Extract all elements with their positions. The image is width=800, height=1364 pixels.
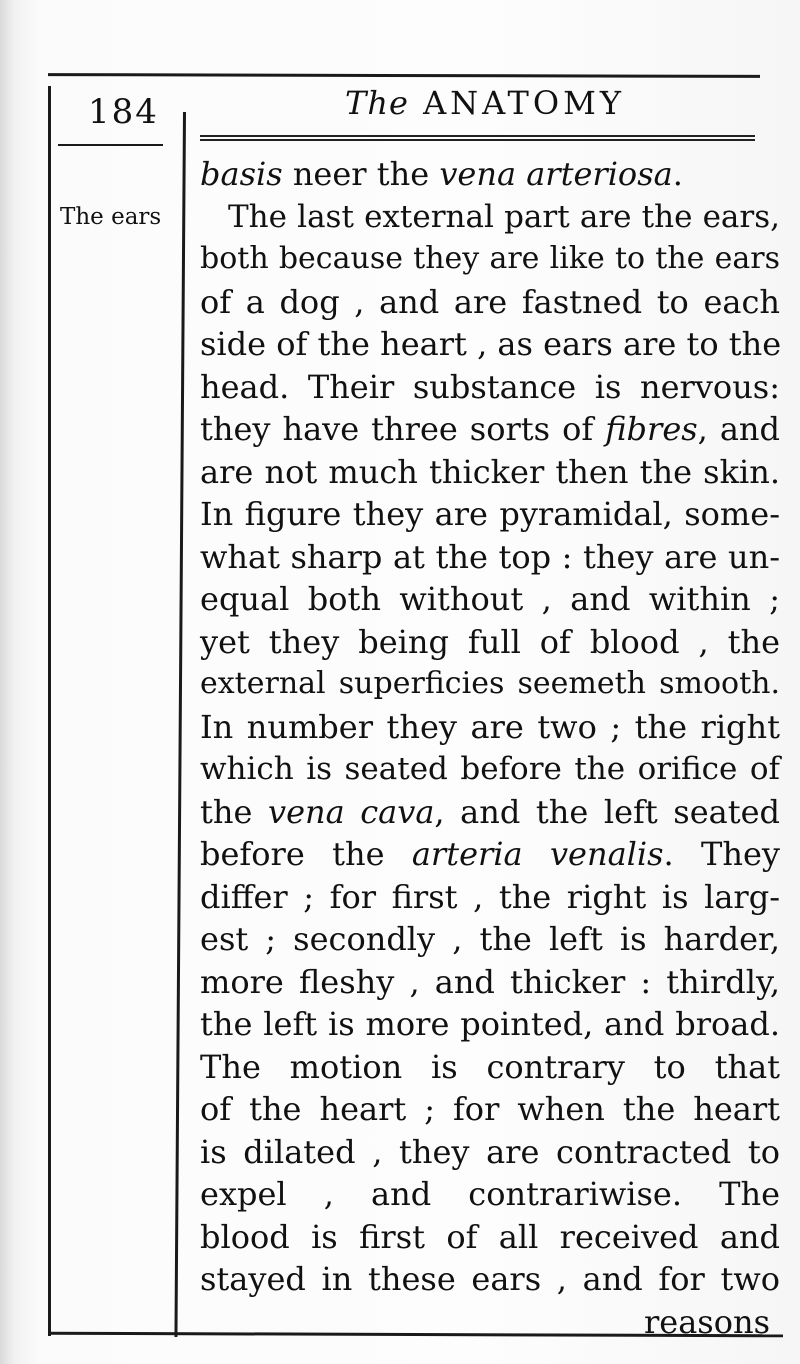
text-segment: both because they are like to the ears bbox=[200, 241, 780, 276]
text-segment: . They bbox=[663, 835, 780, 873]
text-line bbox=[200, 196, 780, 239]
text-italic: vena cava bbox=[267, 792, 435, 831]
text-line bbox=[200, 918, 780, 961]
text-italic: basis bbox=[200, 155, 283, 193]
text-segment: of the heart ; for when the heart bbox=[200, 1090, 780, 1128]
running-head-the: The bbox=[345, 84, 409, 122]
text-line bbox=[200, 1046, 780, 1089]
text-line bbox=[200, 578, 780, 621]
text-line bbox=[200, 281, 780, 324]
text-segment: est ; secondly , the left is harder, bbox=[200, 920, 780, 958]
page-number: 184 bbox=[88, 92, 159, 132]
text-segment: stayed in these ears , and for two bbox=[200, 1260, 780, 1298]
text-line bbox=[200, 621, 780, 664]
text-line bbox=[200, 536, 780, 579]
text-italic: arteria venalis bbox=[411, 835, 664, 873]
text-italic: fibres bbox=[605, 410, 698, 448]
body-text bbox=[200, 153, 780, 1343]
text-segment: The motion is contrary to that bbox=[200, 1047, 780, 1086]
text-line bbox=[200, 663, 780, 706]
text-line bbox=[200, 961, 780, 1004]
top-rule bbox=[48, 73, 760, 78]
text-segment: side of the heart , as ears are to the bbox=[200, 325, 782, 363]
text-segment: of a dog , and are fastned to each bbox=[200, 282, 780, 321]
text-segment: head. Their substance is nervous: bbox=[200, 367, 780, 406]
text-segment: , and the left seated bbox=[434, 792, 781, 831]
text-segment: they have three sorts of bbox=[200, 410, 606, 448]
text-segment: neer the bbox=[282, 155, 440, 193]
text-line bbox=[200, 1173, 780, 1216]
column-divider bbox=[174, 112, 186, 1337]
text-segment: what sharp at the top : they are un- bbox=[200, 537, 780, 576]
text-line bbox=[200, 1131, 780, 1174]
text-segment: blood is first of all received and bbox=[200, 1217, 780, 1256]
catchword-text: reasons bbox=[643, 1302, 770, 1341]
text-segment: external superficies seemeth smooth. bbox=[200, 666, 780, 701]
text-segment: In number they are two ; the right bbox=[200, 707, 780, 746]
text-line bbox=[200, 1088, 780, 1131]
catchword bbox=[200, 1301, 780, 1344]
text-line bbox=[200, 451, 780, 494]
text-segment: differ ; for first , the right is larg- bbox=[200, 877, 780, 916]
text-segment: The last external part are the ears, bbox=[228, 198, 780, 235]
running-head bbox=[345, 84, 625, 122]
header-divider bbox=[200, 135, 755, 141]
text-segment: before the bbox=[200, 835, 412, 873]
text-segment: are not much thicker then the skin. bbox=[200, 452, 780, 491]
text-line bbox=[200, 748, 780, 791]
text-segment: the left is more pointed, and broad. bbox=[200, 1005, 780, 1043]
text-italic: vena arteriosa bbox=[439, 155, 673, 193]
text-line bbox=[200, 408, 780, 451]
marginal-note: The ears bbox=[60, 204, 162, 230]
text-line bbox=[200, 876, 780, 919]
text-line bbox=[200, 1216, 780, 1259]
text-segment: In figure they are pyramidal, some- bbox=[200, 495, 780, 533]
text-segment: is dilated , they are contracted to bbox=[200, 1132, 780, 1171]
text-segment: , and bbox=[697, 410, 781, 448]
text-segment: expel , and contrariwise. The bbox=[200, 1175, 780, 1213]
text-segment: . bbox=[672, 155, 683, 193]
margin-header-rule bbox=[58, 144, 163, 146]
text-segment: yet they being full of blood , the bbox=[200, 622, 780, 661]
text-line bbox=[200, 791, 780, 834]
text-line bbox=[200, 833, 780, 876]
text-line bbox=[200, 1003, 780, 1046]
text-line bbox=[200, 1258, 780, 1301]
text-line bbox=[200, 706, 780, 749]
text-segment: which is seated before the orifice of bbox=[200, 751, 780, 787]
text-line bbox=[200, 493, 780, 536]
text-segment: more fleshy , and thicker : thirdly, bbox=[200, 962, 780, 1001]
text-line bbox=[200, 323, 780, 366]
text-line bbox=[200, 366, 780, 409]
left-rule bbox=[48, 86, 51, 1336]
text-segment: equal both without , and within ; bbox=[200, 580, 780, 618]
text-segment: the bbox=[200, 792, 268, 831]
text-line bbox=[200, 153, 780, 196]
running-head-anatomy: ANATOMY bbox=[423, 84, 625, 122]
text-line bbox=[200, 238, 780, 281]
